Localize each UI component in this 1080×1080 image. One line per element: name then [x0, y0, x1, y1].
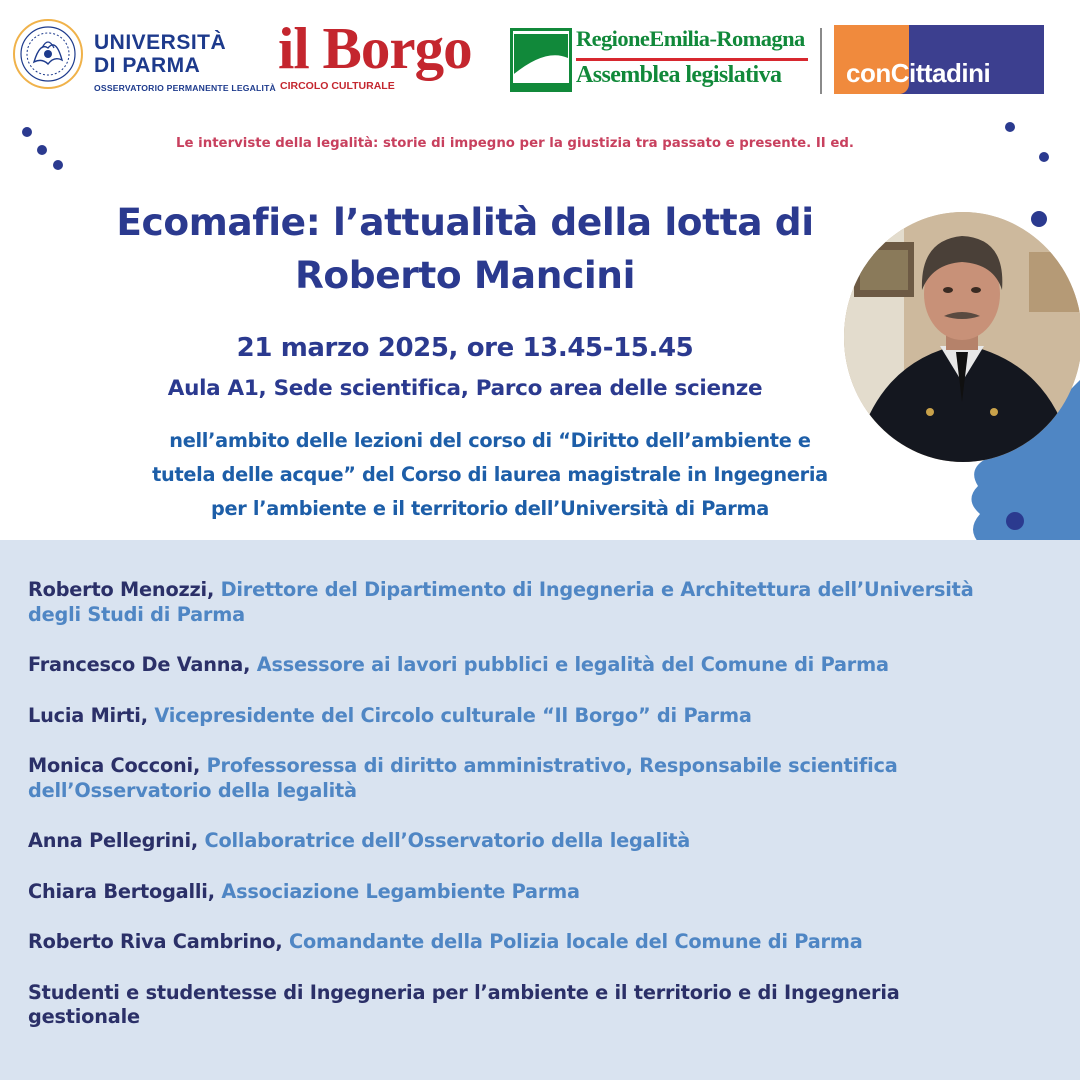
participant-item [28, 829, 1008, 854]
regione-name: RegioneEmilia-Romagna [576, 26, 805, 51]
participant-role: Collaboratrice dell’Osservatorio della legalità [204, 829, 691, 852]
speaker-portrait [844, 212, 1080, 462]
event-date: 21 marzo 2025, ore 13.45-15.45 [236, 333, 694, 363]
participant-name: Anna Pellegrini, [28, 829, 198, 852]
participant-name: Monica Cocconi, [28, 754, 201, 777]
participant-role: Professoressa di diritto amministrativo, Responsabile scientifica dell’Osservatorio della legalità [28, 754, 898, 802]
portrait-illustration [844, 212, 1080, 462]
participant-item [28, 653, 1008, 678]
participant-role: Direttore del Dipartimento di Ingegneria e Architettura dell’Università degli Studi di Parma [28, 578, 974, 626]
participant-item [28, 880, 1008, 905]
students-note: Studenti e studentesse di Ingegneria per l’ambiente e il territorio e di Ingegneria gestionale [28, 980, 900, 1028]
participant-role: Associazione Legambiente Parma [221, 879, 580, 903]
participant-role: Comandante della Polizia locale del Comune di Parma [289, 930, 863, 953]
participant-name: Chiara Bertogalli, [28, 879, 215, 903]
participant-item [28, 704, 1008, 729]
observatory-name: OSSERVATORIO PERMANENTE LEGALITÀ [94, 83, 276, 93]
participant-item [28, 754, 1008, 803]
concittadini-cittadini: Cittadini [890, 58, 991, 88]
event-context: nell’ambito delle lezioni del corso di “Diritto dell’ambiente e tutela delle acque” del Corso di laurea magistrale in Ingegneria per l’ambiente e il territorio dell’Università di Parma [152, 429, 828, 520]
participants-list [28, 578, 1008, 1056]
participant-item [28, 930, 1008, 955]
concittadini-con: con [846, 58, 891, 88]
participant-name: Roberto Menozzi, [28, 578, 215, 601]
participant-name: Francesco De Vanna, [28, 653, 251, 676]
participant-role: Vicepresidente del Circolo culturale “Il Borgo” di Parma [154, 703, 752, 727]
assemblea-name: Assemblea legislativa [576, 62, 782, 88]
participant-name: Lucia Mirti, [28, 703, 148, 727]
il-borgo-subtitle: CIRCOLO CULTURALE [280, 80, 395, 92]
event-venue: Aula A1, Sede scientifica, Parco area delle scienze [167, 376, 763, 401]
participant-name: Roberto Riva Cambrino, [28, 930, 283, 953]
series-tagline: Le interviste della legalità: storie di impegno per la giustizia tra passato e presente. II ed. [176, 136, 854, 151]
participant-role: Assessore ai lavori pubblici e legalità del Comune di Parma [256, 653, 889, 676]
event-title: Ecomafie: l’attualità della lotta di Roberto Mancini [116, 200, 814, 297]
il-borgo-name: il Borgo [278, 15, 472, 81]
university-name: UNIVERSITÀ DI PARMA [94, 31, 227, 77]
participant-item [28, 578, 1008, 627]
